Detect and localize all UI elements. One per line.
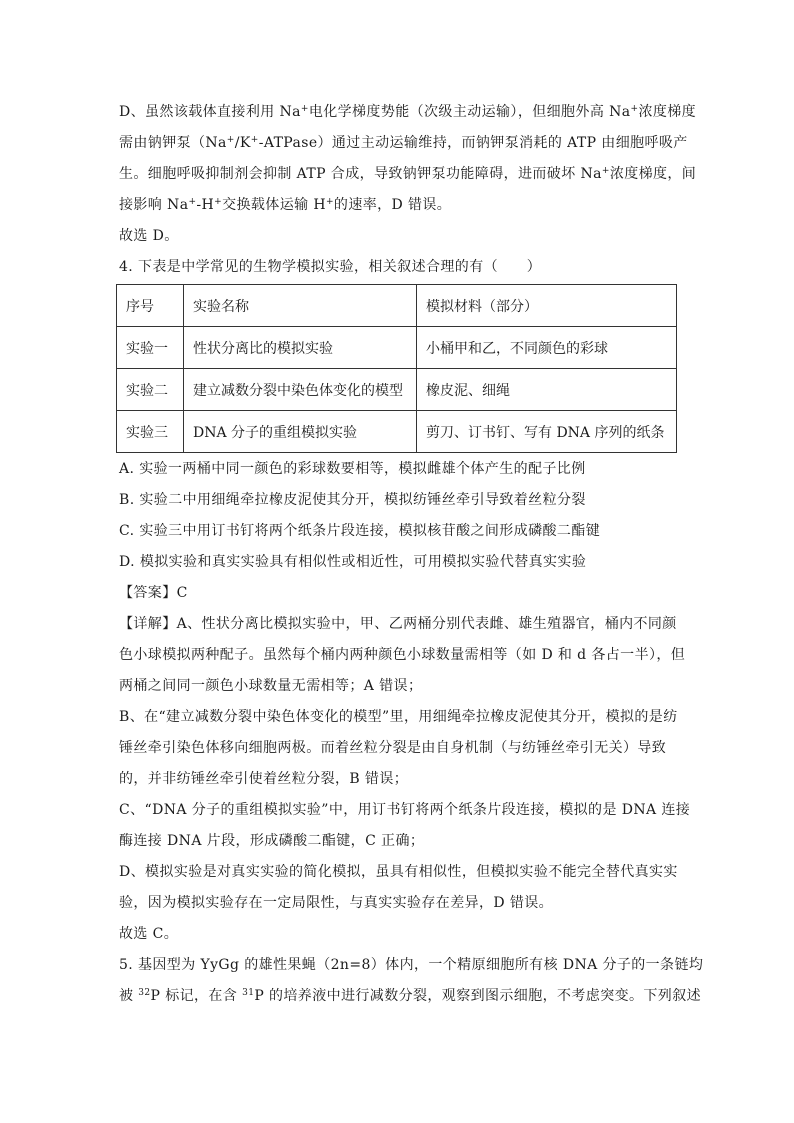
q4-explanation-line: B、在“建立减数分裂中染色体变化的模型”里，用细绳牵拉橡皮泥使其分开，模拟的是纺 bbox=[119, 709, 678, 725]
q4-explanation-line: C、“DNA 分子的重组模拟实验”中，用订书钉将两个纸条片段连接，模拟的是 DNA 连接 bbox=[119, 802, 691, 818]
q4-explanation-line: 的，并非纺锤丝牵引使着丝粒分裂，B 错误； bbox=[119, 771, 409, 787]
table-header-cell: 序号 bbox=[117, 285, 184, 327]
q3-conclusion: 故选 D。 bbox=[119, 228, 179, 244]
q4-explanation-line: 酶连接 DNA 片段，形成磷酸二酯键，C 正确； bbox=[119, 833, 425, 849]
table-cell: DNA 分子的重组模拟实验 bbox=[184, 411, 417, 453]
table-row bbox=[117, 369, 677, 411]
q4-explanation-line: D、模拟实验是对真实实验的简化模拟，虽具有相似性，但模拟实验不能完全替代真实实 bbox=[119, 864, 678, 880]
isotope-superscript: 32 bbox=[138, 988, 151, 998]
q4-explanation-line: 验，因为模拟实验存在一定局限性，与真实实验存在差异，D 错误。 bbox=[119, 895, 554, 911]
table-cell: 橡皮泥、细绳 bbox=[417, 369, 677, 411]
table-cell: 实验二 bbox=[117, 369, 184, 411]
table-header-row bbox=[117, 285, 677, 327]
q5-stem-line2: 被 $^{32}$P 标记，在含 $^{31}$P 的培养液中进行减数分裂，观察到图示细胞，不考虑突变。下列叙述 bbox=[119, 988, 701, 1004]
q4-explanation-line: 色小球模拟两种配子。虽然每个桶内两种颜色小球数量需相等（如 D 和 d 各占一半），但 bbox=[119, 647, 686, 663]
q3-option-d-line4: 接影响 Na+-H+交换载体运输 H+的速率，D 错误。 bbox=[119, 197, 452, 213]
table-row bbox=[117, 327, 677, 369]
q3-option-d-line3: 生。细胞呼吸抑制剂会抑制 ATP 合成，导致钠钾泵功能障碍，进而破坏 Na+浓度梯度，间 bbox=[119, 166, 697, 182]
q4-answer: 【答案】C bbox=[119, 585, 188, 601]
table-cell: 实验一 bbox=[117, 327, 184, 369]
q4-experiment-table bbox=[116, 284, 677, 453]
table-cell: 小桶甲和乙，不同颜色的彩球 bbox=[417, 327, 677, 369]
q4-option-a: A. 实验一两桶中同一颜色的彩球数要相等，模拟雌雄个体产生的配子比例 bbox=[119, 461, 586, 477]
q4-explanation-line: 【详解】A、性状分离比模拟实验中，甲、乙两桶分别代表雌、雄生殖器官，桶内不同颜 bbox=[119, 616, 677, 632]
q4-stem: 4. 下表是中学常见的生物学模拟实验，相关叙述合理的有（ ） bbox=[119, 259, 542, 275]
q3-option-d-line2: 需由钠钾泵（Na+/K+-ATPase）通过主动运输维持，而钠钾泵消耗的 ATP 由细胞呼吸产 bbox=[119, 135, 688, 151]
q4-explanation-line: 锤丝牵引染色体移向细胞两极。而着丝粒分裂是由自身机制（与纺锤丝牵引无关）导致 bbox=[119, 740, 667, 756]
table-cell: 性状分离比的模拟实验 bbox=[184, 327, 417, 369]
table-header-cell: 模拟材料（部分） bbox=[417, 285, 677, 327]
table-cell: 建立减数分裂中染色体变化的模型 bbox=[184, 369, 417, 411]
table-row bbox=[117, 411, 677, 453]
q5-stem-line1: 5. 基因型为 YyGg 的雄性果蝇（2n=8）体内，一个精原细胞所有核 DNA 分子的一条链均 bbox=[119, 957, 704, 973]
q4-option-b: B. 实验二中用细绳牵拉橡皮泥使其分开，模拟纺锤丝牵引导致着丝粒分裂 bbox=[119, 492, 586, 508]
q4-explanation-line: 两桶之间同一颜色小球数量无需相等；A 错误； bbox=[119, 678, 423, 694]
table-cell: 实验三 bbox=[117, 411, 184, 453]
q4-conclusion: 故选 C。 bbox=[119, 926, 179, 942]
q4-option-c: C. 实验三中用订书钉将两个纸条片段连接，模拟核苷酸之间形成磷酸二酯键 bbox=[119, 523, 601, 539]
q3-option-d-line1: D、虽然该载体直接利用 Na+电化学梯度势能（次级主动运输），但细胞外高 Na+浓度梯度 bbox=[119, 104, 697, 120]
isotope-superscript: 31 bbox=[242, 988, 255, 998]
table-header-cell: 实验名称 bbox=[184, 285, 417, 327]
q4-option-d: D. 模拟实验和真实实验具有相似性或相近性，可用模拟实验代替真实实验 bbox=[119, 554, 587, 570]
table-cell: 剪刀、订书钉、写有 DNA 序列的纸条 bbox=[417, 411, 677, 453]
